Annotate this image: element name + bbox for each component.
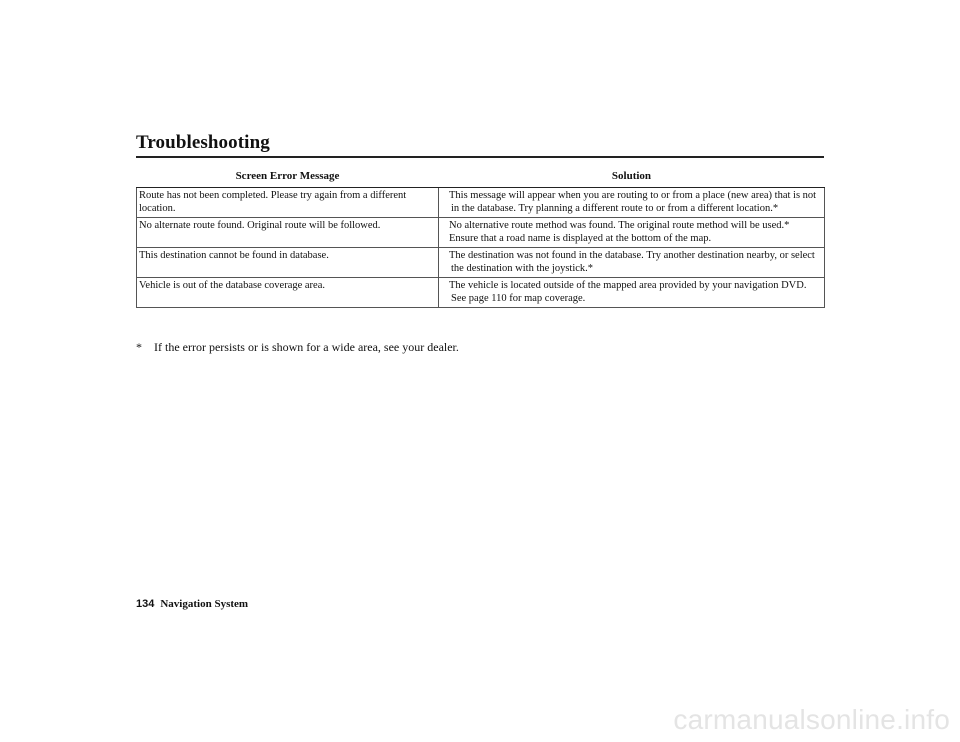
- table-row: [137, 218, 825, 248]
- error-message-cell: Route has not been completed. Please try again from a different location.: [137, 188, 439, 218]
- error-message-cell: Vehicle is out of the database coverage area.: [137, 278, 439, 308]
- footnote: [136, 340, 459, 355]
- solution-text: This message will appear when you are routing to or from a place (new area) that is not in the database. Try planning a different route to or from a different location.*: [449, 190, 817, 214]
- page-title: Troubleshooting: [136, 132, 270, 153]
- solution-text: The destination was not found in the database. Try another destination nearby, or select the destination with the joystick.*: [449, 250, 815, 274]
- solution-text: No alternative route method was found. The original route method will be used.*: [449, 220, 790, 231]
- table-row: [137, 248, 825, 278]
- watermark-text: carmanualsonline.info: [673, 704, 950, 735]
- table-row: [137, 278, 825, 308]
- title-divider: [136, 156, 824, 158]
- solution-cell: [439, 218, 825, 248]
- table-row: [137, 188, 825, 218]
- footnote-mark: *: [136, 340, 142, 354]
- page-footer: [136, 598, 248, 610]
- table-header-row: [137, 168, 825, 188]
- solution-cell: [439, 188, 825, 218]
- solution-cell: [439, 248, 825, 278]
- solution-text: The vehicle is located outside of the mapped area provided by your navigation DVD. See page 110 for map coverage.: [449, 280, 807, 304]
- solution-cell: [439, 278, 825, 308]
- page-number: 134: [136, 598, 155, 610]
- error-message-cell: No alternate route found. Original route will be followed.: [137, 218, 439, 248]
- footnote-text: If the error persists or is shown for a wide area, see your dealer.: [154, 340, 459, 354]
- section-name: Navigation System: [160, 598, 249, 610]
- error-message-cell: This destination cannot be found in database.: [137, 248, 439, 278]
- troubleshooting-table: [136, 168, 825, 308]
- column-header-solution: Solution: [439, 168, 825, 188]
- solution-text: Ensure that a road name is displayed at the bottom of the map.: [449, 233, 712, 244]
- column-header-message: Screen Error Message: [137, 168, 439, 188]
